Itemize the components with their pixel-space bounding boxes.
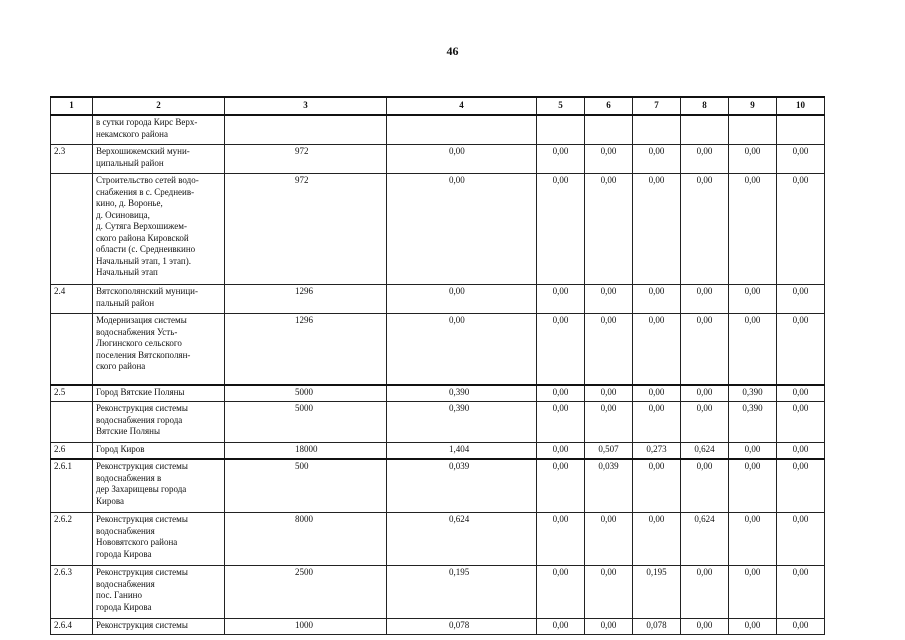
value-cell: 5000 [225,385,387,402]
value-cell: 0,00 [681,459,729,513]
row-name-cell: Реконструкция системы водоснабжения города Вятские Поляны [93,402,225,443]
value-cell: 0,00 [633,174,681,285]
value-cell: 1000 [225,619,387,635]
value-cell: 0,00 [633,385,681,402]
value-cell: 0,00 [585,385,633,402]
value-cell: 0,00 [537,174,585,285]
value-cell: 0,390 [387,402,537,443]
header-cell: 1 [51,97,93,115]
table-body [51,115,825,635]
value-cell: 0,00 [777,619,825,635]
row-number-cell: 2.3 [51,145,93,174]
value-cell: 0,00 [729,443,777,460]
row-number-cell [51,314,93,386]
row-number-cell: 2.6.1 [51,459,93,513]
value-cell: 0,00 [729,513,777,566]
row-number-cell: 2.6.3 [51,566,93,619]
value-cell: 0,00 [537,385,585,402]
value-cell: 5000 [225,402,387,443]
header-cell: 8 [681,97,729,115]
value-cell: 0,00 [681,285,729,314]
value-cell: 0,00 [537,285,585,314]
row-number-cell: 2.4 [51,285,93,314]
value-cell: 0,273 [633,443,681,460]
value-cell: 0,00 [681,385,729,402]
value-cell: 0,078 [387,619,537,635]
value-cell: 0,00 [387,174,537,285]
header-cell: 9 [729,97,777,115]
value-cell: 0,00 [729,174,777,285]
value-cell: 0,00 [537,314,585,386]
value-cell: 0,00 [681,145,729,174]
value-cell [387,115,537,145]
value-cell: 0,00 [633,402,681,443]
value-cell [633,115,681,145]
row-name-cell: Реконструкция системы [93,619,225,635]
value-cell: 0,00 [585,285,633,314]
value-cell: 0,00 [729,566,777,619]
value-cell [537,115,585,145]
value-cell: 0,390 [729,385,777,402]
value-cell: 0,00 [777,513,825,566]
table-row [51,145,825,174]
value-cell: 0,00 [537,402,585,443]
row-name-cell: Реконструкция системы водоснабжения пос. Ганино города Кирова [93,566,225,619]
value-cell: 0,00 [537,443,585,460]
value-cell: 8000 [225,513,387,566]
row-name-cell: в сутки города Кирс Верх- некамского района [93,115,225,145]
row-number-cell: 2.5 [51,385,93,402]
value-cell: 1,404 [387,443,537,460]
table-row [51,443,825,460]
value-cell [225,115,387,145]
row-number-cell [51,115,93,145]
value-cell: 0,00 [633,314,681,386]
value-cell: 0,00 [777,385,825,402]
header-row [51,97,825,115]
value-cell: 0,00 [777,285,825,314]
value-cell: 2500 [225,566,387,619]
header-cell: 3 [225,97,387,115]
value-cell: 0,00 [537,145,585,174]
value-cell: 0,00 [537,513,585,566]
value-cell: 0,00 [585,566,633,619]
value-cell: 0,00 [585,314,633,386]
value-cell: 0,00 [777,174,825,285]
row-number-cell: 2.6.4 [51,619,93,635]
value-cell: 0,00 [633,145,681,174]
value-cell: 0,00 [777,443,825,460]
value-cell: 0,078 [633,619,681,635]
value-cell [729,115,777,145]
value-cell: 0,00 [387,314,537,386]
value-cell: 0,00 [537,459,585,513]
value-cell: 972 [225,174,387,285]
row-name-cell: Модернизация системы водоснабжения Усть- Люгинского сельского поселения Вятскополян- ского района [93,314,225,386]
value-cell: 0,624 [681,513,729,566]
value-cell: 0,195 [633,566,681,619]
row-name-cell: Реконструкция системы водоснабжения в дер Захарищевы города Кирова [93,459,225,513]
value-cell: 0,507 [585,443,633,460]
value-cell: 0,00 [585,402,633,443]
value-cell: 0,00 [729,145,777,174]
table-row [51,513,825,566]
header-cell: 6 [585,97,633,115]
value-cell: 0,624 [681,443,729,460]
table-row [51,314,825,386]
row-number-cell [51,174,93,285]
value-cell: 0,00 [633,285,681,314]
row-name-cell: Строительство сетей водо- снабжения в с. Среднеив- кино, д. Воронье, д. Осиновица, д. Сутяга Верхошижем- ского района Кировской области (с. Среднеивкино Начальный этап, 1 этап). Начальный этап [93,174,225,285]
value-cell: 0,039 [387,459,537,513]
value-cell: 0,00 [729,619,777,635]
value-cell: 0,00 [633,459,681,513]
value-cell: 0,039 [585,459,633,513]
row-number-cell: 2.6.2 [51,513,93,566]
table-row [51,174,825,285]
value-cell: 0,00 [729,459,777,513]
value-cell: 0,00 [729,285,777,314]
value-cell [585,115,633,145]
row-name-cell: Город Вятские Поляны [93,385,225,402]
row-name-cell: Вятскополянский муници- пальный район [93,285,225,314]
value-cell: 1296 [225,285,387,314]
value-cell: 0,00 [387,285,537,314]
header-cell: 7 [633,97,681,115]
value-cell: 0,00 [585,145,633,174]
value-cell: 0,195 [387,566,537,619]
value-cell: 0,00 [777,314,825,386]
row-name-cell: Реконструкция системы водоснабжения Нововятского района города Кирова [93,513,225,566]
value-cell: 0,00 [681,566,729,619]
data-table [50,96,825,635]
header-cell: 10 [777,97,825,115]
value-cell: 0,00 [777,459,825,513]
value-cell: 0,00 [537,619,585,635]
row-name-cell: Город Киров [93,443,225,460]
value-cell: 0,624 [387,513,537,566]
value-cell: 0,00 [585,174,633,285]
table-row [51,285,825,314]
value-cell: 0,00 [681,174,729,285]
table-row [51,385,825,402]
table-row [51,115,825,145]
value-cell: 0,00 [387,145,537,174]
table-row [51,459,825,513]
value-cell: 0,00 [777,145,825,174]
value-cell: 1296 [225,314,387,386]
value-cell: 0,390 [729,402,777,443]
value-cell: 0,00 [633,513,681,566]
row-number-cell: 2.6 [51,443,93,460]
value-cell: 0,00 [681,402,729,443]
value-cell: 0,00 [585,513,633,566]
value-cell: 18000 [225,443,387,460]
value-cell: 0,00 [585,619,633,635]
table-row [51,566,825,619]
value-cell: 0,00 [777,566,825,619]
value-cell: 0,00 [729,314,777,386]
header-cell: 5 [537,97,585,115]
table-row [51,619,825,635]
value-cell: 0,00 [681,619,729,635]
row-number-cell [51,402,93,443]
row-name-cell: Верхошижемский муни- ципальный район [93,145,225,174]
value-cell: 500 [225,459,387,513]
table-row [51,402,825,443]
value-cell: 0,00 [537,566,585,619]
value-cell [777,115,825,145]
value-cell [681,115,729,145]
value-cell: 972 [225,145,387,174]
value-cell: 0,390 [387,385,537,402]
header-cell: 4 [387,97,537,115]
value-cell: 0,00 [681,314,729,386]
header-cell: 2 [93,97,225,115]
page-number: 46 [446,44,459,58]
value-cell: 0,00 [777,402,825,443]
